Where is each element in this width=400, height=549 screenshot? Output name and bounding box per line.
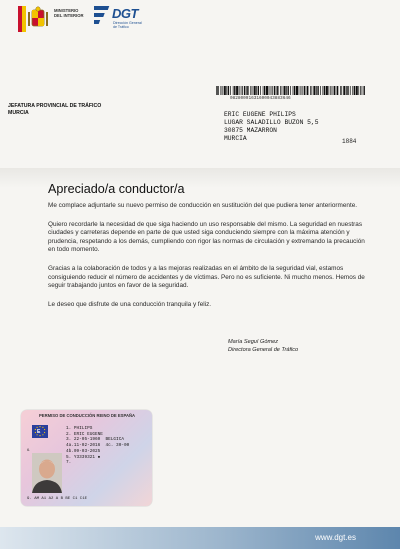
barcode-bar (302, 86, 303, 95)
recipient-street: LUGAR SALADILLO BUZON 5,5 (224, 119, 319, 126)
barcode-bar (221, 86, 222, 95)
barcode-bar (286, 86, 287, 95)
barcode-bar (337, 86, 338, 95)
barcode-bar (224, 86, 226, 95)
paragraph-2: Quiero recordarle la necesidad de que siga haciendo un uso responsable del mismo. La seguridad en nuestras ciudades y carreteras depende en parte de que usted siga conduciendo siempre con la máxima atención y prudencia, respetando a los demás, cumpliendo con rigor las normas de circulación y extremando la precaución en todo momento. (48, 220, 365, 254)
barcode-bar (323, 86, 324, 95)
barcode-bar (222, 86, 223, 95)
recipient-address (224, 111, 318, 143)
barcode-bar (258, 86, 259, 95)
signatory-name: María Seguí Gómez (228, 339, 279, 345)
dgt-sub-line-1: Dirección General (113, 21, 142, 25)
barcode-bar (358, 86, 359, 95)
ministry-line-2: DEL INTERIOR (54, 13, 84, 18)
barcode-bar (282, 86, 283, 95)
card-given-name: 2. ERIC EUGENE (66, 431, 103, 437)
barcode-bar (352, 86, 353, 95)
barcode-bar (294, 86, 295, 95)
barcode-bar (228, 86, 229, 95)
barcode-bar (306, 86, 307, 95)
barcode-bar (241, 86, 242, 95)
reference-number: 1884 (342, 138, 357, 145)
barcode-bar (299, 86, 300, 95)
barcode-bar (347, 86, 348, 95)
barcode-bar (326, 86, 328, 95)
barcode-bar (254, 86, 256, 95)
barcode-bar (233, 86, 234, 95)
barcode-bar (244, 86, 245, 95)
barcode-bar (239, 86, 240, 95)
barcode-bar (346, 86, 347, 95)
barcode-bar (284, 86, 286, 95)
card-surname: 1. PHILIPS (66, 426, 93, 431)
signature-block (228, 339, 298, 354)
barcode-bar (234, 86, 235, 95)
barcode-bar (362, 86, 363, 95)
barcode-bar (320, 86, 321, 95)
country-code: E (37, 429, 41, 435)
barcode-bar (301, 86, 302, 95)
driving-license-card (21, 410, 152, 506)
card-title: PERMISO DE CONDUCCIÓN REINO DE ESPAÑA (39, 413, 136, 418)
barcode-bar (264, 86, 265, 95)
barcode-bar (250, 86, 251, 95)
barcode-bar (317, 86, 318, 95)
barcode-bar (312, 86, 313, 95)
barcode-bar (271, 86, 272, 95)
barcode-bar (246, 86, 247, 95)
barcode-bar (364, 86, 365, 95)
dgt-sub-line-2: de Tráfico (113, 25, 129, 30)
barcode-bar (332, 86, 333, 95)
barcode-bar (313, 86, 315, 95)
paragraph-3: Gracias a la colaboración de todos y a las mejoras realizadas en el ámbito de la seguridad vial, estamos consiguiendo reducir el número de accidentes y de víctimas. Pero no es suficiente. Ni mucho menos. Hemos de seguir trabajando juntos en favor de la seguridad. (48, 264, 365, 290)
barcode-bar (307, 86, 308, 95)
card-issue: 4a.11-02-2016 4c. 30-00 (66, 443, 130, 449)
barcode-bar (266, 86, 268, 95)
barcode-bar (304, 86, 305, 95)
barcode-bar (217, 86, 218, 95)
barcode-bar (288, 86, 289, 95)
barcode-number: 08280091631600043883646 (230, 96, 291, 101)
barcode-bar (343, 86, 345, 95)
sender-line-2: MURCIA (8, 110, 29, 116)
card-fields (66, 426, 129, 466)
recipient-name: ERIC EUGENE PHILIPS (224, 111, 296, 118)
signatory-title: Directora General de Tráfico (228, 346, 299, 353)
barcode-bar (280, 86, 281, 95)
ministry-line-1: MINISTERIO (54, 8, 79, 13)
barcode-bar (336, 86, 337, 95)
footer-url[interactable]: www.dgt.es (315, 533, 356, 542)
barcode-bar (324, 86, 325, 95)
sender-line-1: JEFATURA PROVINCIAL DE TRÁFICO (8, 103, 102, 109)
card-field-6: 6. (27, 447, 31, 452)
barcode-bar (341, 86, 342, 95)
dgt-subtitle (113, 21, 153, 29)
barcode-bar (276, 86, 277, 95)
card-signature-field: 7. (66, 460, 72, 466)
barcode-bar (340, 86, 341, 95)
barcode-bar (260, 86, 261, 95)
barcode-bar (274, 86, 275, 95)
barcode-bar (272, 86, 273, 95)
greeting: Apreciado/a conductor/a (48, 182, 185, 196)
barcode-bar (216, 86, 217, 95)
footer-band (0, 527, 400, 549)
barcode-bar (360, 86, 361, 95)
card-expiry: 4b.09-03-2025 (66, 448, 101, 454)
letter-body (48, 182, 366, 319)
recipient-province: MURCIA (224, 135, 247, 142)
barcode-bar (329, 86, 330, 95)
barcode-bar (252, 86, 253, 95)
barcode-bar (330, 86, 331, 95)
card-number: 5. Y3339321 ● (66, 454, 101, 460)
barcode-bar (310, 86, 311, 95)
barcode-bar (296, 86, 298, 95)
barcode (216, 86, 366, 95)
barcode-bar (290, 86, 291, 95)
card-birth: 3. 22-05-1960 BELGICA (66, 437, 124, 443)
barcode-bar (247, 86, 248, 95)
barcode-bar (334, 86, 335, 95)
barcode-bar (354, 86, 355, 95)
barcode-bar (236, 86, 238, 95)
barcode-bar (242, 86, 243, 95)
holder-photo (32, 453, 62, 493)
barcode-bar (230, 86, 231, 95)
barcode-bar (350, 86, 351, 95)
coat-of-arms-logo (18, 6, 50, 32)
sender-block (8, 103, 101, 117)
barcode-bar (316, 86, 317, 95)
barcode-bar (293, 86, 294, 95)
barcode-bar (263, 86, 264, 95)
barcode-bar (277, 86, 278, 95)
barcode-bar (269, 86, 270, 95)
dgt-wordmark: DGT (112, 6, 138, 21)
barcode-bar (356, 86, 358, 95)
paragraph-4: Le deseo que disfrute de una conducción tranquila y feliz. (48, 300, 212, 308)
ministry-label (54, 8, 98, 18)
paragraph-1: Me complace adjuntarle su nuevo permiso de conducción en sustitución del que pudiera tener anteriormente. (48, 202, 358, 209)
barcode-bar (256, 86, 257, 95)
card-categories: 9. AM A1 A2 A B BE C1 C1E (27, 497, 88, 501)
recipient-city: 30875 MAZARRON (224, 127, 277, 134)
barcode-bar (226, 86, 227, 95)
